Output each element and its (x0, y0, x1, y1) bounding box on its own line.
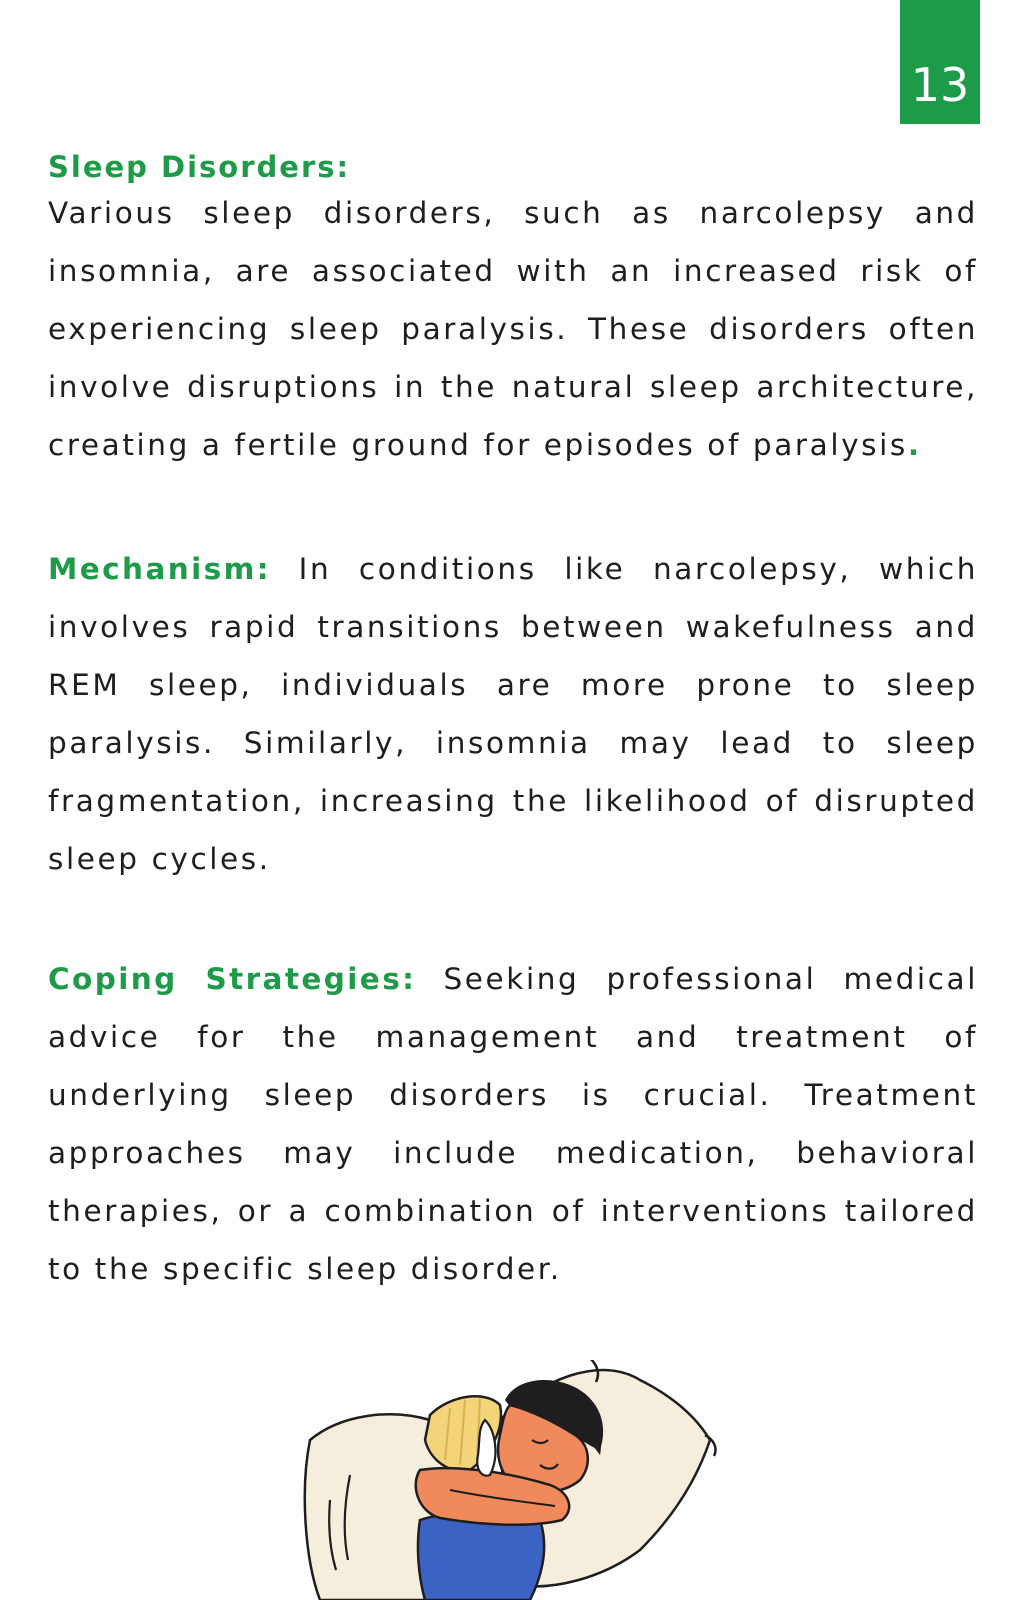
section-heading-coping: Coping Strategies: (48, 962, 417, 996)
section-body-sleep-disorders (48, 184, 978, 474)
section-heading-mechanism: Mechanism: (48, 552, 271, 586)
sleeping-person-illustration-icon (300, 1360, 720, 1600)
section-coping-strategies (48, 950, 978, 1298)
section-sleep-disorders (48, 150, 978, 474)
section-body-coping (48, 950, 978, 1298)
green-period: . (907, 428, 922, 462)
page-number-text: 13 (910, 58, 970, 112)
section-heading-sleep-disorders: Sleep Disorders: (48, 150, 351, 184)
sleep-disorders-text: Various sleep disorders, such as narcolepsy and insomnia, are associated with an increased risk of experiencing sleep paralysis. These disorders often involve disruptions in the natural sleep architecture, creating a fertile ground for episodes of paralysis (48, 196, 978, 462)
page-number (900, 0, 980, 124)
coping-text: Seeking professional medical advice for the management and treatment of underlying sleep disorders is crucial. Treatment approaches may include medication, behavioral therapies, or a combination of interventions tailored to the specific sleep disorder. (48, 962, 978, 1286)
section-body-mechanism (48, 540, 978, 888)
section-mechanism (48, 540, 978, 888)
mechanism-text: In conditions like narcolepsy, which involves rapid transitions between wakefulness and REM sleep, individuals are more prone to sleep paralysis. Similarly, insomnia may lead to sleep fragmentation, increasing the likelihood of disrupted sleep cycles. (48, 552, 978, 876)
